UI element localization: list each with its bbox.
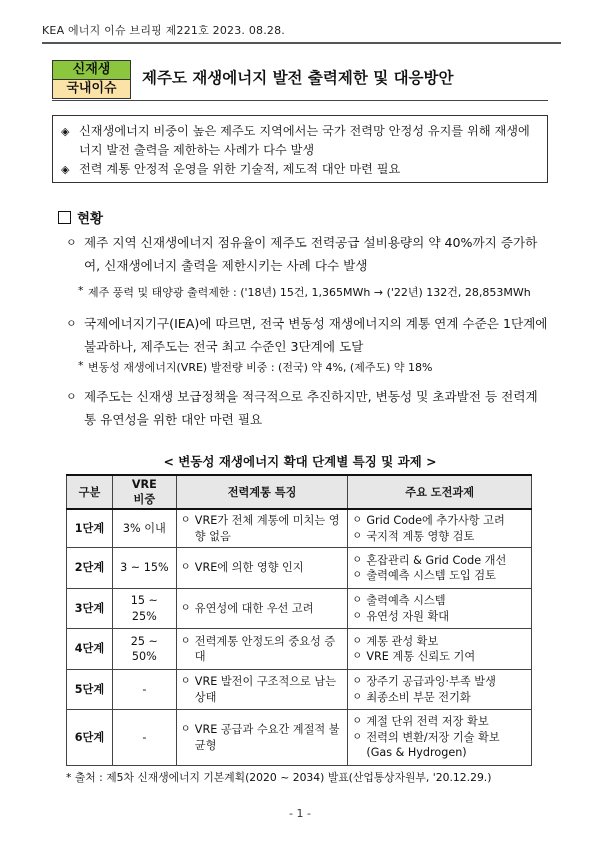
circle-bullet-icon: ㅇ: [180, 562, 191, 574]
table-header-row: [67, 475, 532, 509]
stage-cell: 4단계: [67, 629, 113, 670]
category-badge: [52, 60, 131, 99]
challenges-cell: ㅇ 출력예측 시스템 ㅇ 유연성 자원 확대: [348, 589, 532, 629]
category-label: 신재생: [53, 61, 130, 79]
section-heading: [58, 207, 103, 227]
asterisk-icon: *: [78, 284, 84, 297]
table-source-note: [66, 770, 491, 785]
table-row: [67, 548, 532, 589]
diamond-bullet-icon: ◈: [61, 125, 70, 138]
header-challenges: 주요 도전과제: [348, 475, 532, 509]
circle-bullet-icon: ㅇ: [352, 570, 363, 581]
feature-cell: ㅇ VRE가 전체 계통에 미치는 영향 없음: [176, 509, 348, 548]
summary-box: [52, 115, 548, 183]
circle-bullet-icon: ㅇ: [66, 390, 77, 403]
feature-cell: ㅇ VRE에 의한 영향 인지: [176, 548, 348, 589]
summary-text: 신재생에너지 비중이 높은 제주도 지역에서는 국가 전력망 안정성 유지를 위해 재생에너지 발전 출력을 제한하는 사례가 다수 발생: [79, 124, 530, 157]
stage-cell: 2단계: [67, 548, 113, 589]
circle-bullet-icon: ㅇ: [66, 317, 77, 330]
challenges-cell: ㅇ 계절 단위 전력 저장 확보 ㅇ 전력의 변환/저장 기술 확보 (Gas & Hydrogen): [348, 710, 532, 766]
circle-bullet-icon: ㅇ: [180, 635, 191, 647]
vre-cell: -: [112, 670, 176, 710]
circle-bullet-icon: ㅇ: [352, 691, 363, 703]
vre-cell: 3% 이내: [112, 509, 176, 548]
circle-bullet-icon: ㅇ: [352, 554, 363, 566]
circle-bullet-icon: ㅇ: [180, 602, 191, 614]
note-text: 제주 풍력 및 태양광 출력제한 : ('18년) 15건, 1,365MWh → ('22년) 132건, 28,853MWh: [88, 286, 531, 299]
feature-cell: ㅇ 유연성에 대한 우선 고려: [176, 589, 348, 629]
feature-cell: ㅇ VRE 발전이 구조적으로 남는 상태: [176, 670, 348, 710]
stage-cell: 5단계: [67, 670, 113, 710]
stage-cell: 1단계: [67, 509, 113, 548]
circle-bullet-icon: ㅇ: [352, 651, 363, 662]
page-number: - 1 -: [289, 807, 311, 820]
challenges-cell: ㅇ 혼잡관리 & Grid Code 개선 ㅇ 출력예측 시스템 도입 검토: [348, 548, 532, 589]
table-row: [67, 629, 532, 670]
bullet-item: [66, 385, 548, 431]
vre-cell: -: [112, 710, 176, 766]
stage-cell: 3단계: [67, 589, 113, 629]
page-title: 제주도 재생에너지 발전 출력제한 및 대응방안: [142, 69, 454, 87]
bullet-item: [66, 231, 548, 277]
table-row: [67, 509, 532, 548]
header-stage: 구분: [67, 475, 113, 509]
bullet-note: [78, 359, 432, 375]
summary-item: [61, 160, 539, 179]
circle-bullet-icon: ㅇ: [66, 236, 77, 249]
summary-text: 전력 계통 안정적 운영을 위한 기술적, 제도적 대안 마련 필요: [79, 162, 401, 176]
square-bullet-icon: [58, 211, 71, 224]
bullet-note: [78, 284, 531, 300]
vre-cell: 25 ~ 50%: [112, 629, 176, 670]
summary-item: [61, 122, 539, 160]
table-title: < 변동성 재생에너지 확대 단계별 특징 및 과제 >: [163, 454, 437, 469]
circle-bullet-icon: ㅇ: [352, 530, 363, 542]
circle-bullet-icon: ㅇ: [180, 676, 191, 687]
challenges-cell: ㅇ Grid Code에 추가사항 고려 ㅇ 국지적 계통 영향 검토: [348, 509, 532, 548]
note-text: 변동성 재생에너지(VRE) 발전량 비중 : (전국) 약 4%, (제주도) 약 18%: [88, 361, 433, 374]
circle-bullet-icon: ㅇ: [352, 731, 363, 743]
header-grid-feature: 전력계통 특징: [176, 475, 348, 509]
challenges-cell: ㅇ 장주기 공급과잉·부족 발생 ㅇ 최종소비 부문 전기화: [348, 670, 532, 710]
title-divider: [52, 100, 548, 101]
table-row: [67, 710, 532, 766]
bullet-text: 제주도는 신재생 보급정책을 적극적으로 추진하지만, 변동성 및 초과발전 등 전력계통 유연성을 위한 대안 마련 필요: [84, 389, 538, 427]
vre-cell: 15 ~ 25%: [112, 589, 176, 629]
circle-bullet-icon: ㅇ: [352, 676, 363, 687]
circle-bullet-icon: ㅇ: [180, 515, 191, 526]
circle-bullet-icon: ㅇ: [352, 610, 363, 622]
source-text: 출처 : 제5차 신재생에너지 기본계획(2020 ~ 2034) 발표(산업통상자원부, '20.12.29.): [74, 771, 492, 784]
header-vre-share: VRE 비중: [112, 475, 176, 509]
asterisk-icon: *: [78, 359, 84, 372]
vre-stage-table: [66, 474, 532, 766]
section-title: 현황: [77, 211, 104, 227]
bullet-text: 국제에너지기구(IEA)에 따르면, 전국 변동성 재생에너지의 계통 연계 수준은 1단계에 불과하나, 제주도는 전국 최고 수준인 3단계에 도달: [84, 316, 548, 354]
bullet-text: 제주 지역 신재생에너지 점유율이 제주도 전력공급 설비용량의 약 40%까지 증가하여, 신재생에너지 출력을 제한시키는 사례 다수 발생: [84, 235, 538, 273]
circle-bullet-icon: ㅇ: [352, 716, 363, 728]
table-row: [67, 589, 532, 629]
asterisk-icon: *: [66, 771, 75, 784]
table-row: [67, 670, 532, 710]
vre-cell: 3 ~ 15%: [112, 548, 176, 589]
circle-bullet-icon: ㅇ: [180, 724, 191, 735]
challenges-cell: ㅇ 계통 관성 확보 ㅇ VRE 계통 신뢰도 기여: [348, 629, 532, 670]
circle-bullet-icon: ㅇ: [352, 595, 363, 606]
stage-cell: 6단계: [67, 710, 113, 766]
circle-bullet-icon: ㅇ: [352, 515, 363, 526]
feature-cell: ㅇ 전력계통 안정도의 중요성 증대: [176, 629, 348, 670]
feature-cell: ㅇ VRE 공급과 수요간 계절적 불균형: [176, 710, 348, 766]
bullet-item: [66, 312, 548, 358]
diamond-bullet-icon: ◈: [61, 163, 70, 176]
circle-bullet-icon: ㅇ: [352, 635, 363, 647]
briefing-header: KEA 에너지 이슈 브리핑 제221호 2023. 08.28.: [42, 22, 561, 44]
scope-label: 국내이슈: [53, 79, 130, 98]
